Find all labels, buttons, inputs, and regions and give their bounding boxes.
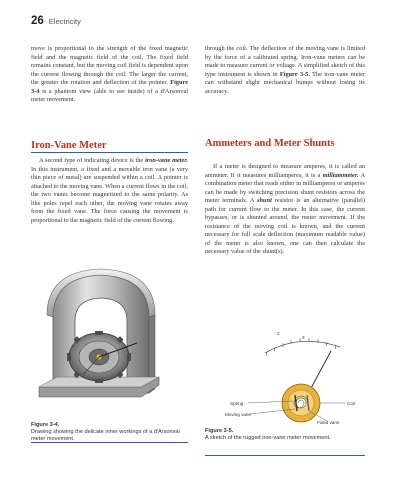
caption-rule-left [31, 442, 188, 443]
iron-vane-text-1: A second type of indicating device is the [39, 157, 144, 164]
ammeters-paragraph [205, 163, 365, 257]
ammeters-text-2: A combination meter that reads either in milliamperes or amperes can be made by switching precision shunt resistors across the meter terminals. A [205, 171, 366, 204]
iron-vane-heading: Iron-Vane Meter [31, 140, 107, 151]
caption-rule-right [205, 455, 365, 456]
meter-scale-arc [265, 341, 340, 353]
label-spring: Spring [230, 401, 244, 406]
figure-3-5-title: Figure 3-5. [205, 428, 234, 434]
figure-3-4-caption [31, 422, 188, 443]
running-head: Electricity [48, 17, 81, 26]
figure-3-5-caption-text: A sketch of the rugged iron-vane meter movement. [205, 435, 331, 441]
figure-3-5-caption [205, 428, 365, 442]
ammeters-text-3: resistor is an alternative (parallel) path for current flow to the meter. In this case, the current bypasses, or is shunted around, the meter movement. If the resistance of the moving coil is known, and the current necessary for full scale deflection (maximum readable value) of the meter is also known, one can then calculate the necessary value of the shunt(s). [205, 197, 365, 255]
heading-rule-left [31, 152, 188, 153]
label-fixed-vane: Fixed vane [317, 420, 340, 425]
figure-3-4-ref: Figure 3-4 [31, 79, 189, 95]
figure-3-5-ref: Figure 3-5. [279, 70, 310, 78]
left-intro-text: move is proportional to the strength of the fixed magnetic field and the magnetic field of the coil. The fixed field remains constant, but the moving coil field is dependent upon the current flowing through the coil. The larger the current, the greater the rotation and deflection of the pointer. [31, 45, 188, 86]
page-header [31, 15, 81, 33]
iron-vane-paragraph [31, 157, 188, 225]
darsonval-meter-illustration [31, 265, 188, 413]
scale-mark-2: 2 [277, 331, 280, 336]
figure-3-4-title: Figure 3-4. [31, 422, 60, 428]
milliammeter-term: milliammeter. [322, 171, 359, 179]
shunt-term: shunt [257, 197, 272, 204]
right-intro-text-2: The iron-vane meter can withstand slight mechanical bumps without losing its accuracy. [205, 70, 366, 95]
label-coil: Coil [347, 401, 355, 406]
scale-mark-3: 3 [302, 335, 305, 340]
right-intro-paragraph [205, 45, 365, 96]
page-number: 26 [31, 15, 44, 27]
iron-vane-meter-sketch [205, 325, 365, 425]
ammeters-text-1: If a meter is designed to measure amperes, it is called an ammeter. If it measures milliamperes, it is a [205, 163, 365, 179]
right-intro-text-1: through the coil. The deflection of the moving vane is limited by the force of a calibrated spring. Iron-vane meters can be made to measure current or voltage. A simplified sketch of this type instrument is shown in [205, 45, 365, 78]
ammeters-heading: Ammeters and Meter Shunts [205, 138, 335, 149]
left-intro-paragraph [31, 45, 188, 105]
figure-3-4-caption-text: Drawing showing the delicate inner workings of a d'Arsonval meter movement. [31, 429, 180, 442]
iron-vane-text-2: In this instrument, a fixed and a movable iron vane (a very thin piece of metal) are suspended within a coil. A pointer is attached to the moving vane. When a current flows in the coil, the two vanes become magnetized to the same polarity. As like poles repel each other, the moving vane rotates away from the fixed vane. The force causing the movement is proportional to the magnetic field of the current flowing. [31, 165, 188, 224]
left-intro-end: is a phantom view (able to see inside) of a d'Arsonval meter movement. [31, 87, 188, 103]
label-moving-vane: Moving vane [225, 412, 252, 417]
iron-vane-term: iron-vane meter. [145, 157, 189, 164]
